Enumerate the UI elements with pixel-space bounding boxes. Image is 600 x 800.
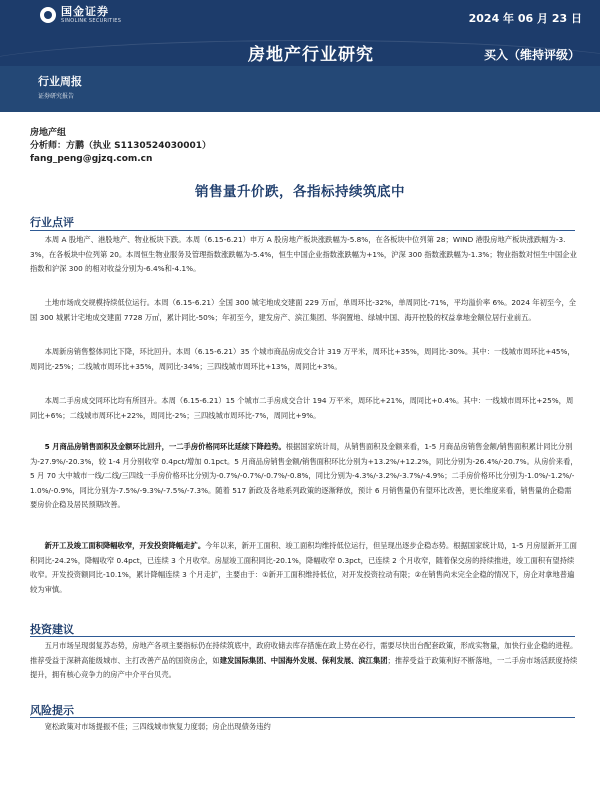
section-divider	[30, 636, 575, 637]
report-category: 行业周报	[38, 75, 82, 88]
report-date: 2024 年 06 月 23 日	[468, 12, 582, 25]
company-logo	[40, 6, 121, 24]
analyst-name: 分析师：方鹏（执业 S1130524030001）	[30, 141, 212, 151]
section-title-risk: 风险提示	[30, 704, 74, 717]
report-type: 证券研究报告	[38, 93, 75, 100]
analyst-email: fang_peng@gjzq.com.cn	[30, 154, 153, 164]
review-paragraph-construction-lead: 新开工及竣工面积降幅收窄，开发投资降幅走扩。	[44, 541, 206, 550]
header-banner	[0, 0, 600, 112]
review-paragraph-construction-body: 今年以来，新开工面积、竣工面积均维持低位运行，但呈现出逐步企稳态势。根据国家统计局，1-5 月房屋新开工面积同比-24.2%，降幅收窄 0.4pct，已连续 3 个月收窄。房屋竣工面积同比-20.1%，降幅收窄 0.3pct，已连续 2 个月收窄，随着保交房的持续推进，竣工面积有望持续收窄。开发投资额同比-10.1%，累计降幅连续 3 个月走扩，主要由于：①新开工面积维持低位，对开发投资拉动有限；②在销售尚未完全企稳的情况下，房企对拿地普遍较为审慎。	[30, 541, 577, 594]
author-group: 房地产组	[30, 128, 67, 138]
rating-badge: 买入（维持评级）	[483, 48, 580, 62]
invest-paragraph	[30, 639, 578, 683]
risk-paragraph: 宽松政策对市场提振不佳；三四线城市恢复力度弱；房企出现债务违约	[44, 722, 271, 731]
logo-name: 国金证券	[61, 5, 109, 18]
review-paragraph-new-homes: 本周新房销售整体同比下降，环比回升。本周（6.15-6.21）35 个城市商品房成交合计 319 万平米，周环比+35%，周同比-30%。其中：一线城市周环比+45%，周同比-25%；二线城市周环比+35%，周同比-34%；三四线城市周环比+13%，周同比+3%。	[30, 347, 575, 371]
author-block	[30, 127, 211, 166]
review-paragraph-land: 土地市场成交规模持续低位运行。本周（6.15-6.21）全国 300 城宅地成交建面 229 万㎡，单周环比-32%，单周同比-71%，平均溢价率 6%。2024 年初至今，全国 300 城累计宅地成交建面 7728 万㎡，累计同比-50%；年初至今，建发房产、滨江集团、华润置地、绿城中国、海开控股的权益拿地金额位居行业前五。	[30, 298, 577, 322]
review-paragraph-sales-body: 根据国家统计局，从销售面积及金额来看，1-5 月商品房销售金额/销售面积累计同比分别为-27.9%/-20.3%，较 1-4 月分别收窄 0.4pct/增加 0.1pct。5 月商品房销售金额/销售面积环比分别为+13.2%/+12.2%，同比分别为-26.4%/-20.7%。从房价来看，5 月 70 大中城市一线/二线/三四线一手房价格环比分别为-0.7%/-0.7%/-0.7%/-0.8%，同比分别为-4.3%/-3.2%/-3.7%/-4.9%；二手房价格环比分别为-1.0%/-1.2%/-1.0%/-0.9%，同比分别为-7.5%/-9.3%/-7.5%/-7.3%。随着 517 新政及各地系列政策的逐渐释放，预计 6 月销售量仍有望环比改善，更长维度来看，销售量的企稳需要房价企稳及居民预期改善。	[30, 442, 578, 510]
review-paragraph-second-hand: 本周二手房成交同环比均有所回升。本周（6.15-6.21）15 个城市二手房成交合计 194 万平米，周环比+21%，周同比+0.4%。其中：一线城市周环比+25%，周同比+6%；二线城市周环比+22%，周同比-2%；三四线城市周环比-7%，周同比+9%。	[30, 396, 574, 420]
invest-recommended-stocks: 建发国际集团、中国海外发展、保利发展、滨江集团	[219, 655, 388, 665]
section-title-invest: 投资建议	[30, 623, 74, 636]
invest-paragraph-intro: 五月市场呈现弱复苏态势，房地产各项主要指标仍在持续筑底中，政府收储去库存措施在政上势在必行，需要尽快出台配套政策，形成实物量，加快行业企稳的进程。推荐受益于深耕高能级城市、主打改善产品的国资房企，如	[30, 641, 578, 665]
review-paragraph-sales	[30, 440, 578, 513]
invest-paragraph-tail: ；推荐受益于政策利好不断落地，一二手房市场活跃度持续提升，拥有核心竞争力的房产中介平台贝壳。	[30, 655, 578, 680]
section-divider	[30, 230, 575, 231]
logo-icon	[40, 7, 56, 23]
review-paragraph-market: 本周 A 股地产、港股地产、物业板块下跌。本周（6.15-6.21）申万 A 股房地产板块涨跌幅为-5.8%，在各板块中位列第 28；WIND 港股房地产板块涨跌幅为-3.3%，在各板块中位列第 20。本周恒生物业服务及管理指数涨跌幅为-5.4%，恒生中国企业指数涨跌幅为+1%，沪深 300 指数涨跌幅为-1.3%；物业指数对恒生中国企业指数和沪深 300 的相对收益分别为-6.4%和-4.1%。	[30, 235, 577, 274]
section-title-review: 行业点评	[30, 216, 74, 229]
review-paragraph-sales-lead: 5 月商品房销售面积及金额环比回升，一二手房价格同环比延续下降趋势。	[44, 442, 286, 451]
review-paragraph-construction	[30, 539, 578, 597]
section-divider	[30, 717, 575, 718]
page-headline: 销售量升价跌，各指标持续筑底中	[195, 184, 405, 200]
logo-english-name: SINOLINK SECURITIES	[61, 18, 122, 24]
report-title: 房地产行业研究	[248, 45, 374, 65]
